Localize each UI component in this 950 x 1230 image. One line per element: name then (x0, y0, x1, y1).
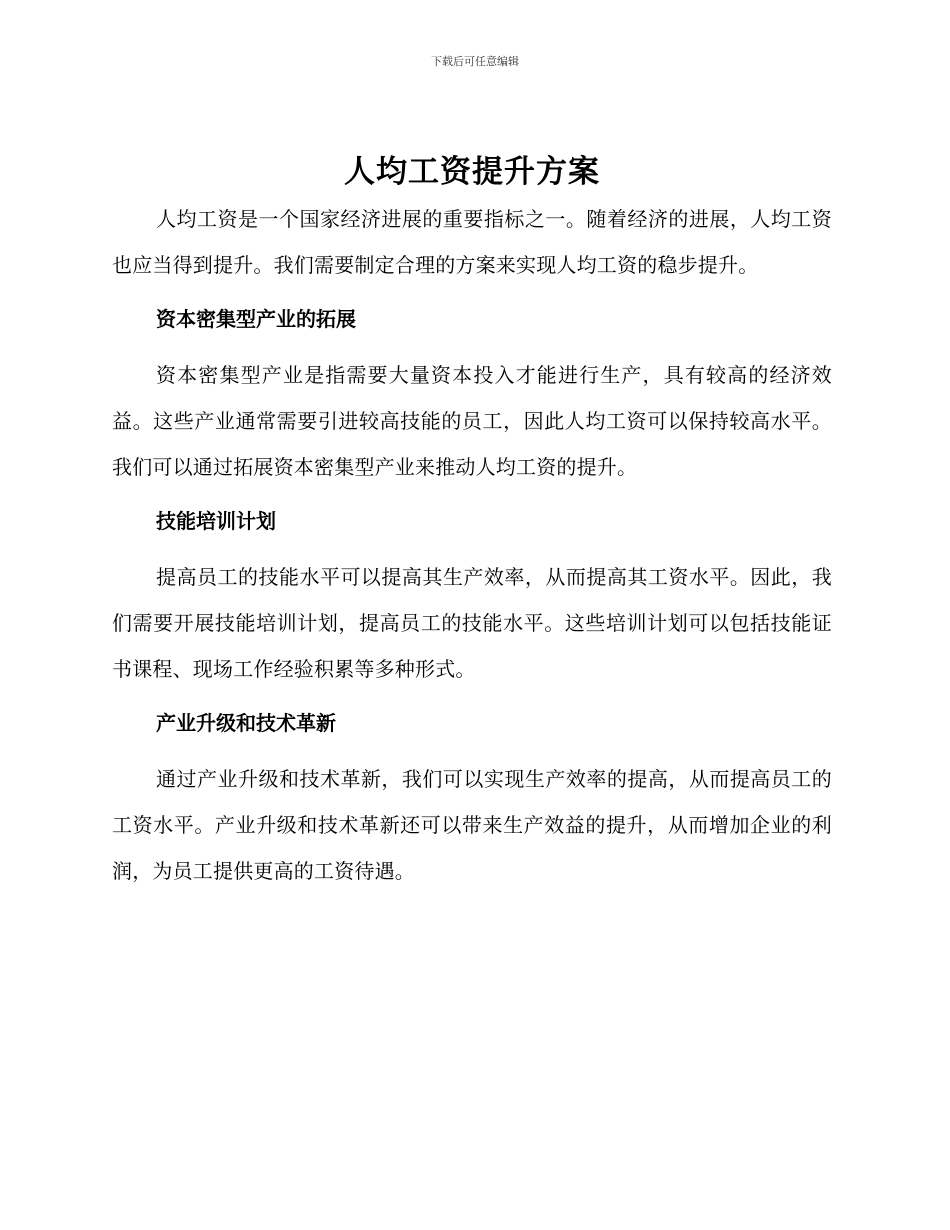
intro-paragraph: 人均工资是一个国家经济进展的重要指标之一。随着经济的进展，人均工资也应当得到提升。我们需要制定合理的方案来实现人均工资的稳步提升。 (112, 207, 832, 277)
section-heading: 技能培训计划 (156, 509, 276, 533)
section-skill-training (112, 498, 832, 692)
section-heading: 资本密集型产业的拓展 (156, 307, 356, 331)
section-heading: 产业升级和技术革新 (156, 711, 336, 735)
document-content (112, 148, 832, 894)
section-paragraph: 提高员工的技能水平可以提高其生产效率，从而提高其工资水平。因此，我们需要开展技能培训计划，提高员工的技能水平。这些培训计划可以包括技能证书课程、现场工作经验积累等多种形式。 (112, 565, 832, 681)
section-paragraph: 通过产业升级和技术革新，我们可以实现生产效率的提高，从而提高员工的工资水平。产业升级和技术革新还可以带来生产效益的提升，从而增加企业的利润，为员工提供更高的工资待遇。 (112, 767, 832, 883)
section-paragraph: 资本密集型产业是指需要大量资本投入才能进行生产，具有较高的经济效益。这些产业通常需要引进较高技能的员工，因此人均工资可以保持较高水平。我们可以通过拓展资本密集型产业来推动人均工资的提升。 (112, 363, 832, 479)
section-capital-intensive (112, 296, 832, 490)
header-note: 下载后可任意编辑 (431, 55, 519, 68)
section-industrial-upgrade (112, 700, 832, 894)
document-title: 人均工资提升方案 (344, 154, 600, 190)
